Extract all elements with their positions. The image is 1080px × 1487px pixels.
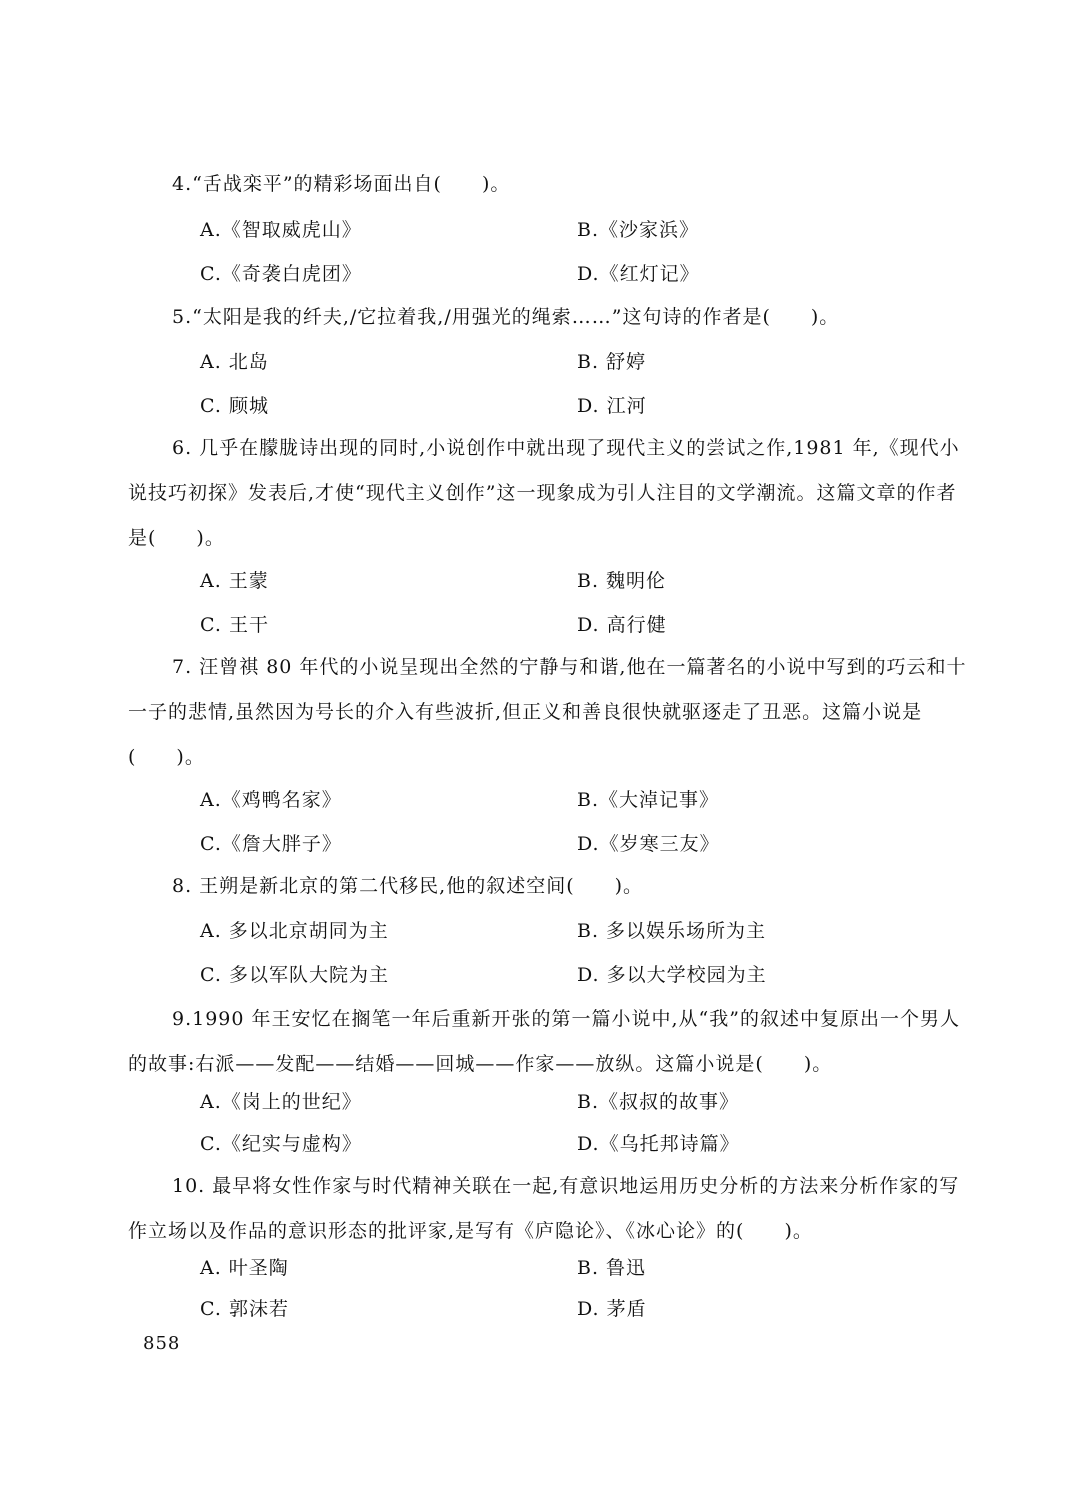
question-9-stem: 9.1990 年王安忆在搁笔一年后重新开张的第一篇小说中,从“我”的叙述中复原出一个男人的故事:右派——发配——结婚——回城——作家——放纵。这篇小说是( )。 <box>128 1008 960 1075</box>
question-9-option-b: B.《叔叔的故事》 <box>577 1091 740 1113</box>
question-8-option-a: A. 多以北京胡同为主 <box>200 920 389 942</box>
question-10-option-c: C. 郭沫若 <box>200 1298 289 1320</box>
question-6-option-b: B. 魏明伦 <box>577 570 667 592</box>
question-9-option-c: C.《纪实与虚构》 <box>200 1133 362 1155</box>
question-5-option-c: C. 顾城 <box>200 395 269 417</box>
question-5-option-a: A. 北岛 <box>200 351 269 373</box>
question-9-option-d: D.《乌托邦诗篇》 <box>577 1133 740 1155</box>
question-5-option-b: B. 舒婷 <box>577 351 647 373</box>
question-7-option-d: D.《岁寒三友》 <box>577 833 720 855</box>
question-10-option-b: B. 鲁迅 <box>577 1257 647 1279</box>
question-8-option-c: C. 多以军队大院为主 <box>200 964 389 986</box>
question-5-option-d: D. 江河 <box>577 395 647 417</box>
question-5-stem: 5.“太阳是我的纤夫,/它拉着我,/用强光的绳索……”这句诗的作者是( )。 <box>172 306 840 328</box>
question-6-stem: 6. 几乎在朦胧诗出现的同时,小说创作中就出现了现代主义的尝试之作,1981 年,《现代小说技巧初探》发表后,才使“现代主义创作”这一现象成为引人注目的文学潮流。这篇文章的作者是( )。 <box>128 437 960 549</box>
page-number: 858 <box>143 1333 181 1354</box>
question-10-stem: 10. 最早将女性作家与时代精神关联在一起,有意识地运用历史分析的方法来分析作家的写作立场以及作品的意识形态的批评家,是写有《庐隐论》、《冰心论》的( )。 <box>128 1175 960 1242</box>
question-4-option-d: D.《红灯记》 <box>577 263 700 285</box>
question-4-stem: 4.“舌战栾平”的精彩场面出自( )。 <box>172 173 511 195</box>
question-8-stem: 8. 王朔是新北京的第二代移民,他的叙述空间( )。 <box>172 875 644 897</box>
question-10-option-a: A. 叶圣陶 <box>200 1257 289 1279</box>
question-8-option-d: D. 多以大学校园为主 <box>577 964 767 986</box>
question-8-option-b: B. 多以娱乐场所为主 <box>577 920 767 942</box>
question-7-option-b: B.《大淖记事》 <box>577 789 720 811</box>
question-4-option-a: A.《智取威虎山》 <box>200 219 362 241</box>
question-6-option-d: D. 高行健 <box>577 614 667 636</box>
question-4-option-c: C.《奇袭白虎团》 <box>200 263 362 285</box>
question-4-option-b: B.《沙家浜》 <box>577 219 700 241</box>
question-6-option-a: A. 王蒙 <box>200 570 269 592</box>
question-7-option-c: C.《詹大胖子》 <box>200 833 342 855</box>
question-7-stem: 7. 汪曾祺 80 年代的小说呈现出全然的宁静与和谐,他在一篇著名的小说中写到的巧云和十一子的悲情,虽然因为号长的介入有些波折,但正义和善良很快就驱逐走了丑恶。这篇小说是( )。 <box>128 656 967 768</box>
question-10-option-d: D. 茅盾 <box>577 1298 647 1320</box>
question-6-option-c: C. 王干 <box>200 614 269 636</box>
question-9-option-a: A.《岗上的世纪》 <box>200 1091 362 1113</box>
question-7-option-a: A.《鸡鸭名家》 <box>200 789 342 811</box>
